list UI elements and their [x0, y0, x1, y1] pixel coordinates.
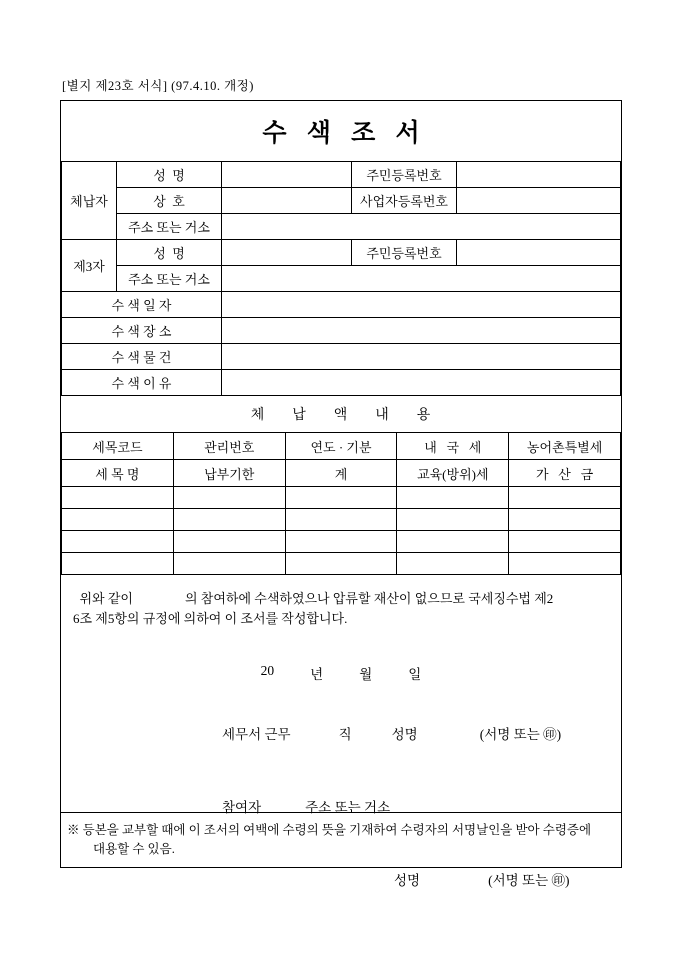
col-header-mgmt-number: 관리번호: [173, 433, 285, 460]
arrears-cell: [509, 531, 621, 553]
debtor-trade-value: [222, 188, 352, 214]
debtor-rrn-label: 주민등록번호: [352, 162, 457, 188]
date-month-label: 월: [359, 667, 373, 682]
form-reference: [별지 제23호 서식] (97.4.10. 개정): [62, 79, 254, 93]
debtor-address-row: [62, 214, 621, 240]
officer-seal-note: (서명 또는 ㊞): [479, 727, 562, 742]
officer-signature-line: [61, 707, 621, 759]
party-info-table: [61, 161, 621, 396]
debtor-label: 체납자: [62, 162, 117, 240]
search-date-value: [222, 292, 621, 318]
third-party-rrn-value: [457, 240, 621, 266]
date-line: [61, 663, 621, 683]
third-party-name-label: 성 명: [117, 240, 222, 266]
third-party-address-value: [222, 266, 621, 292]
col-header-education-tax: 교육(방위)세: [397, 460, 509, 487]
arrears-cell: [397, 509, 509, 531]
arrears-cell: [285, 487, 397, 509]
participant-name-label: 성명: [394, 873, 421, 888]
footnote-line-2: 대용할 수 있음.: [93, 842, 175, 856]
search-place-label: 수 색 장 소: [62, 318, 222, 344]
arrears-cell: [62, 509, 174, 531]
participant-label: 참여자: [222, 800, 262, 815]
debtor-name-label: 성 명: [117, 162, 222, 188]
search-place-row: [62, 318, 621, 344]
debtor-brn-value: [457, 188, 621, 214]
arrears-cell: [509, 487, 621, 509]
col-header-tax-item-name: 세 목 명: [62, 460, 174, 487]
col-header-rural-special-tax: 농어촌특별세: [509, 433, 621, 460]
arrears-cell: [397, 553, 509, 575]
arrears-header-row-1: [62, 433, 621, 460]
footnote-line-1: ※ 등본을 교부할 때에 이 조서의 여백에 수령의 뜻을 기재하여 수령자의 서명날인을 받아 수령증에: [67, 823, 592, 837]
debtor-brn-label: 사업자등록번호: [352, 188, 457, 214]
arrears-cell: [397, 531, 509, 553]
arrears-cell: [173, 487, 285, 509]
search-items-value: [222, 344, 621, 370]
arrears-cell: [285, 531, 397, 553]
arrears-header-row-2: [62, 460, 621, 487]
officer-office-label: 세무서 근무: [222, 727, 291, 742]
date-day-label: 일: [408, 667, 422, 682]
arrears-section-title: 체 납 액 내 용: [250, 408, 432, 423]
third-party-address-label: 주소 또는 거소: [117, 266, 222, 292]
arrears-cell: [285, 509, 397, 531]
arrears-cell: [173, 553, 285, 575]
arrears-cell: [509, 509, 621, 531]
debtor-address-label: 주소 또는 거소: [117, 214, 222, 240]
col-header-national-tax: 내 국 세: [397, 433, 509, 460]
arrears-empty-row: [62, 553, 621, 575]
third-party-rrn-label: 주민등록번호: [352, 240, 457, 266]
search-items-label: 수 색 물 건: [62, 344, 222, 370]
debtor-address-value: [222, 214, 621, 240]
col-header-surcharge: 가 산 금: [509, 460, 621, 487]
arrears-cell: [173, 531, 285, 553]
officer-name-label: 성명: [391, 727, 418, 742]
arrears-cell: [397, 487, 509, 509]
search-report-form: [60, 100, 622, 888]
statement-text: [61, 575, 621, 629]
date-year-prefix: 20: [260, 663, 275, 678]
footnote: [61, 812, 621, 867]
arrears-cell: [173, 509, 285, 531]
arrears-empty-row: [62, 531, 621, 553]
debtor-trade-label: 상 호: [117, 188, 222, 214]
arrears-cell: [509, 553, 621, 575]
col-header-total: 계: [285, 460, 397, 487]
arrears-cell: [62, 553, 174, 575]
participant-address-label: 주소 또는 거소: [305, 800, 391, 815]
debtor-name-value: [222, 162, 352, 188]
form-title: 수 색 조 서: [262, 120, 427, 147]
date-year-label: 년: [310, 667, 324, 682]
statement-line-1: 위와 같이 의 참여하에 수색하였으나 압류할 재산이 없으므로 국세징수법 제2: [73, 591, 554, 606]
col-header-year-term: 연도 · 기분: [285, 433, 397, 460]
search-reason-row: [62, 370, 621, 396]
search-date-label: 수 색 일 자: [62, 292, 222, 318]
statement-line-2: 6조 제5항의 규정에 의하여 이 조서를 작성합니다.: [73, 611, 348, 626]
search-items-row: [62, 344, 621, 370]
arrears-cell: [62, 531, 174, 553]
third-party-address-row: [62, 266, 621, 292]
participant-seal-note: (서명 또는 ㊞): [488, 873, 570, 888]
debtor-name-row: [62, 162, 621, 188]
arrears-cell: [62, 487, 174, 509]
search-place-value: [222, 318, 621, 344]
col-header-tax-code: 세목코드: [62, 433, 174, 460]
third-party-label: 제3자: [62, 240, 117, 292]
third-party-name-value: [222, 240, 352, 266]
arrears-table: [61, 432, 621, 575]
search-reason-value: [222, 370, 621, 396]
search-reason-label: 수 색 이 유: [62, 370, 222, 396]
arrears-cell: [285, 553, 397, 575]
col-header-due-date: 납부기한: [173, 460, 285, 487]
arrears-empty-row: [62, 509, 621, 531]
debtor-rrn-value: [457, 162, 621, 188]
debtor-trade-row: [62, 188, 621, 214]
officer-position-label: 직: [338, 727, 352, 742]
arrears-empty-row: [62, 487, 621, 509]
search-date-row: [62, 292, 621, 318]
third-party-name-row: [62, 240, 621, 266]
